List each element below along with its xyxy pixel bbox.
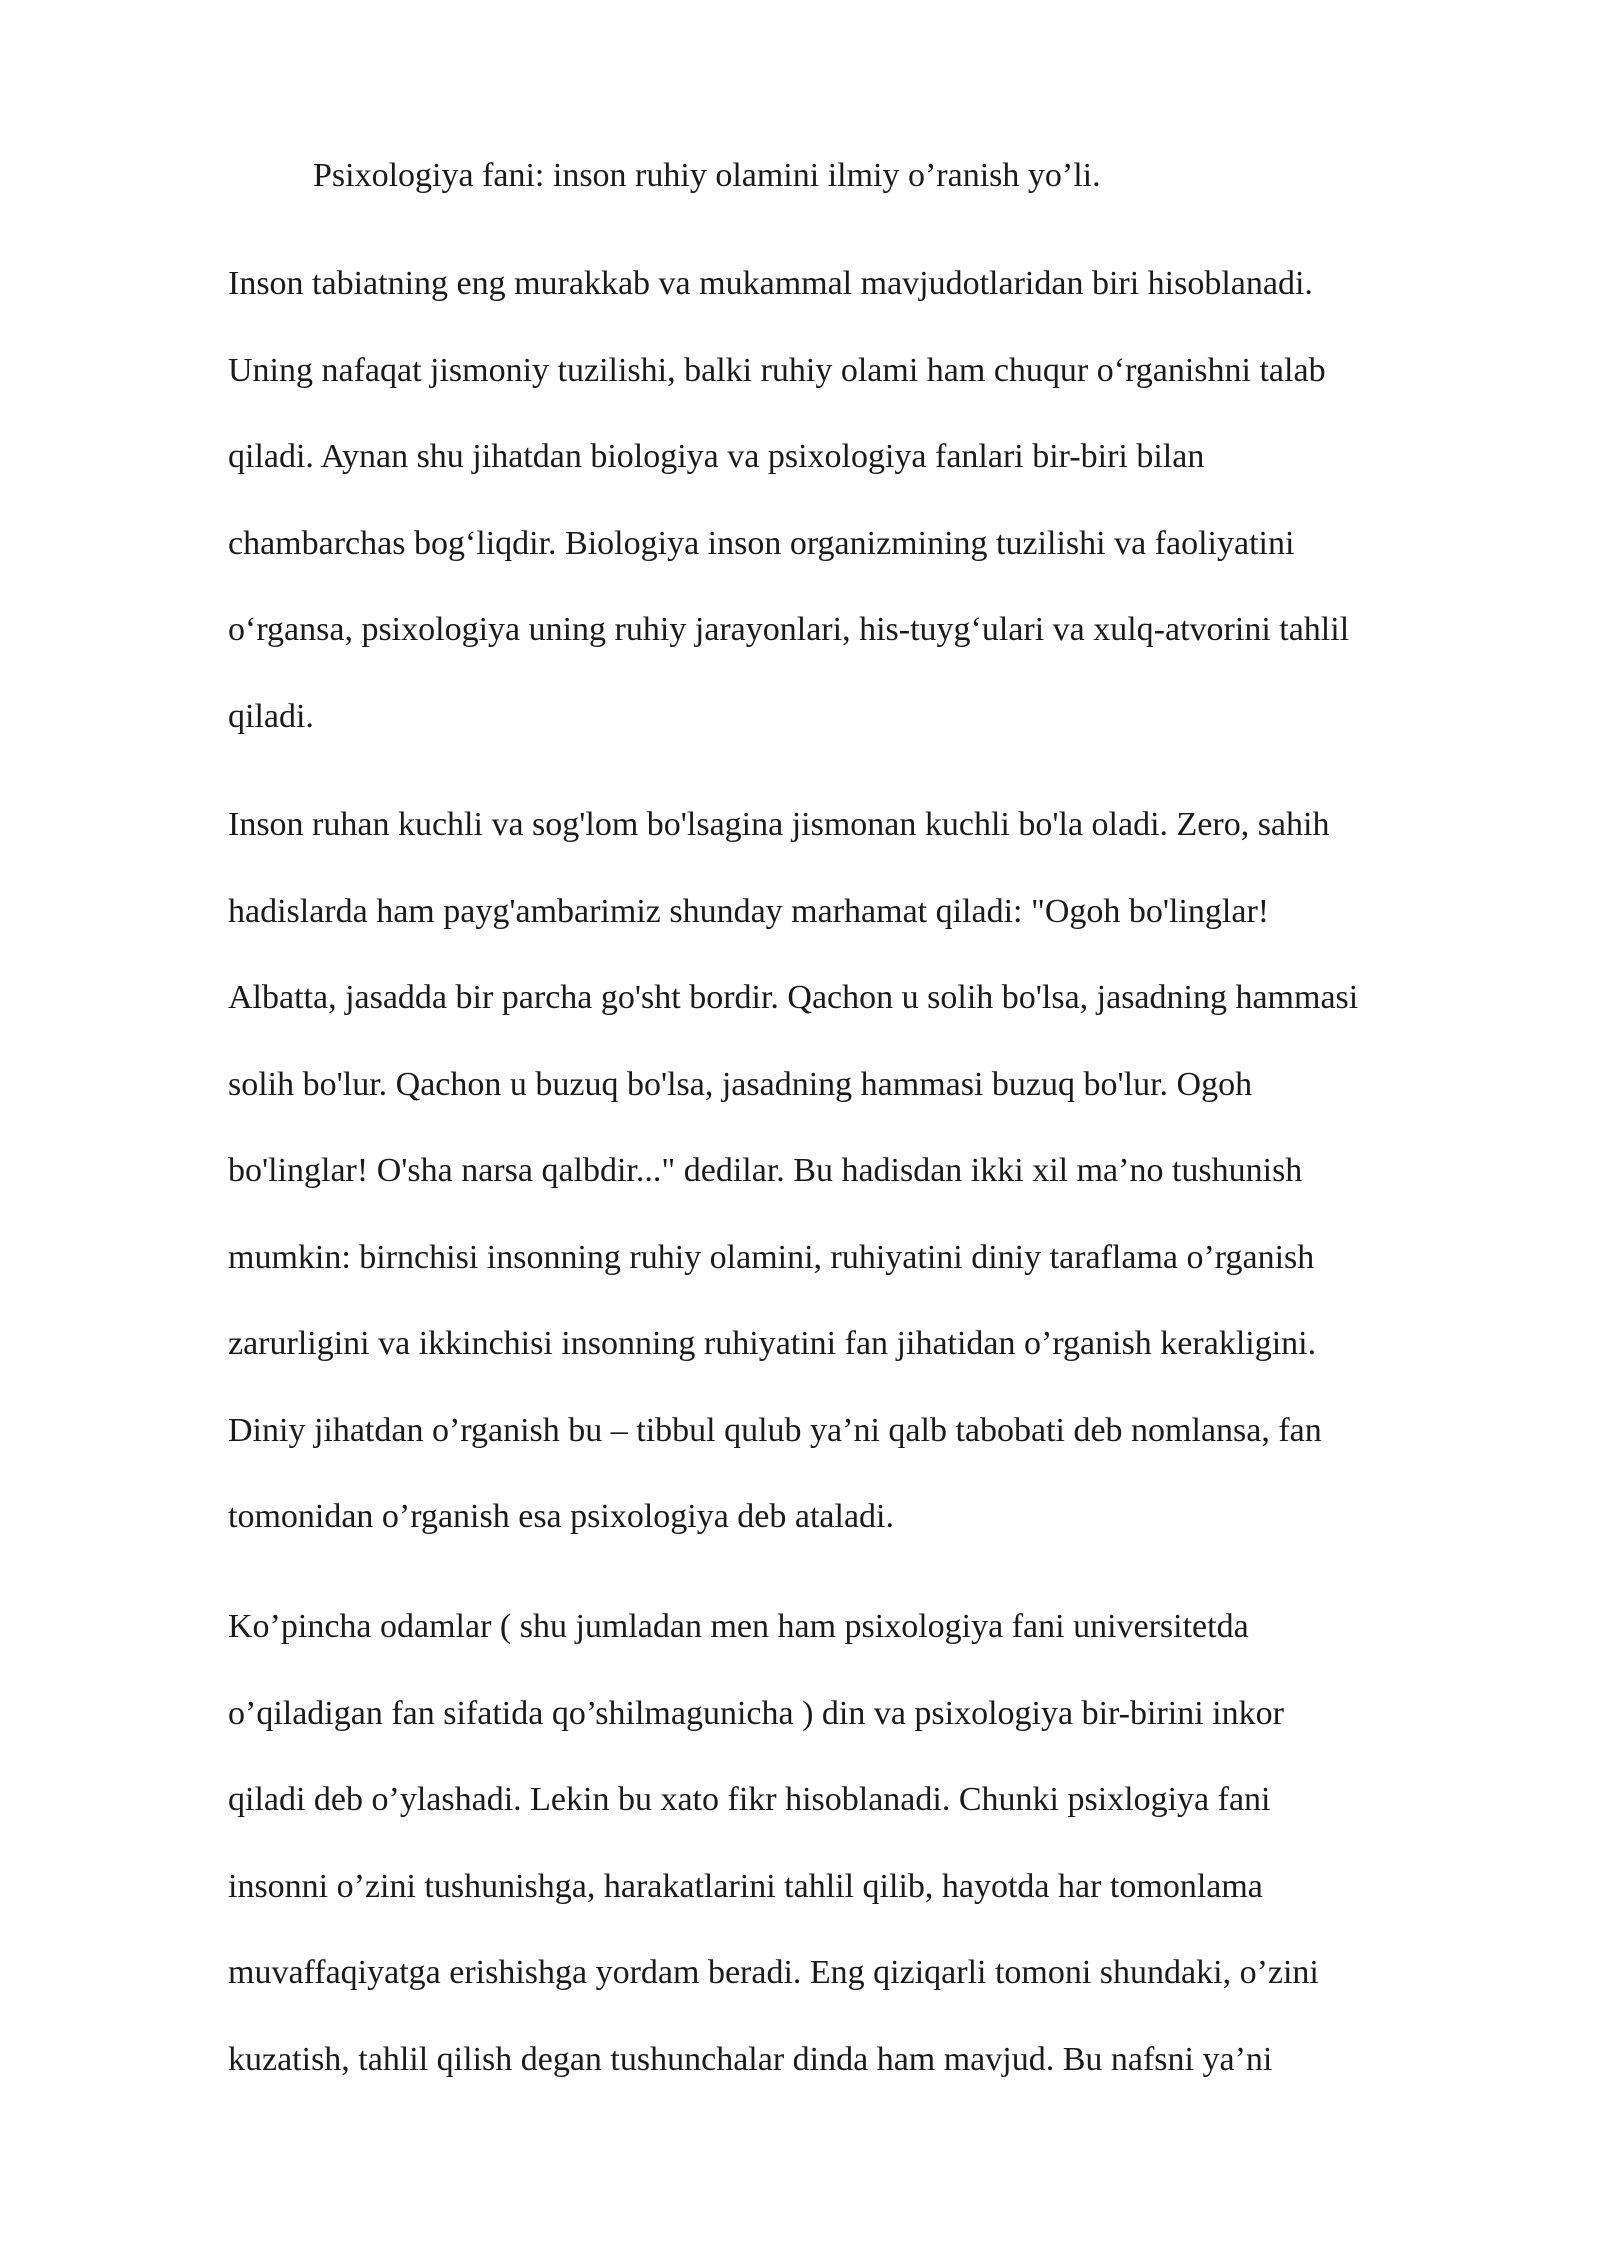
text-line: tomonidan o’rganish esa psixologiya deb ataladi.: [228, 1498, 895, 1535]
text-line: mumkin: birnchisi insonning ruhiy olamini, ruhiyatini diniy taraflama o’rganish: [228, 1238, 1315, 1276]
text-line: Inson ruhan kuchli va sog'lom bo'lsagina jismonan kuchli bo'la oladi. Zero, sahih: [228, 806, 1330, 843]
text-line: Uning nafaqat jismoniy tuzilishi, balki ruhiy olami ham chuqur o‘rganishni talab: [228, 351, 1326, 389]
text-line: hadislarda ham payg'ambarimiz shunday marhamat qiladi: "Ogoh bo'linglar!: [228, 892, 1270, 930]
text-line: solih bo'lur. Qachon u buzuq bo'lsa, jasadning hammasi buzuq bo'lur. Ogoh: [228, 1065, 1253, 1103]
text-line: Diniy jihatdan o’rganish bu – tibbul qulub ya’ni qalb tabobati deb nomlansa, fan: [228, 1411, 1322, 1449]
text-line: qiladi.: [228, 697, 314, 735]
text-line: qiladi deb o’ylashadi. Lekin bu xato fikr hisoblanadi. Chunki psixlogiya fani: [228, 1781, 1271, 1818]
text-line: qiladi. Aynan shu jihatdan biologiya va psixologiya fanlari bir-biri bilan: [228, 438, 1205, 475]
text-line: Inson tabiatning eng murakkab va mukammal mavjudotlaridan biri hisoblanadi.: [228, 265, 1313, 302]
text-line: o’qiladigan fan sifatida qo’shilmagunicha ) din va psixologiya bir-birini inkor: [228, 1694, 1284, 1732]
paragraph-2: [228, 799, 1488, 1578]
text-line: chambarchas bog‘liqdir. Biologiya inson organizmining tuzilishi va faoliyatini: [228, 524, 1295, 562]
paragraph-3: [228, 1601, 1488, 2120]
text-line: Ko’pincha odamlar ( shu jumladan men ham psixologiya fani universitetda: [228, 1608, 1249, 1645]
text-line: o‘rgansa, psixologiya uning ruhiy jarayonlari, his-tuyg‘ulari va xulq-atvorini tahlil: [228, 611, 1350, 648]
paragraph-1: [228, 258, 1488, 777]
text-line: insonni o’zini tushunishga, harakatlarini tahlil qilib, hayotda har tomonlama: [228, 1867, 1263, 1905]
text-line: bo'linglar! O'sha narsa qalbdir..." dedilar. Bu hadisdan ikki xil ma’no tushunish: [228, 1152, 1303, 1189]
text-line: zarurligini va ikkinchisi insonning ruhiyatini fan jihatidan o’rganish kerakligini.: [228, 1325, 1317, 1362]
document-title: Psixologiya fani: inson ruhiy olamini ilmiy o’ranish yo’li.: [313, 157, 1101, 194]
text-line: kuzatish, tahlil qilish degan tushunchalar dinda ham mavjud. Bu nafsni ya’ni: [228, 2040, 1273, 2078]
text-line: Albatta, jasadda bir parcha go'sht bordir. Qachon u solih bo'lsa, jasadning hammasi: [228, 979, 1359, 1016]
text-line: muvaffaqiyatga erishishga yordam beradi. Eng qiziqarli tomoni shundaki, o’zini: [228, 1954, 1319, 1991]
